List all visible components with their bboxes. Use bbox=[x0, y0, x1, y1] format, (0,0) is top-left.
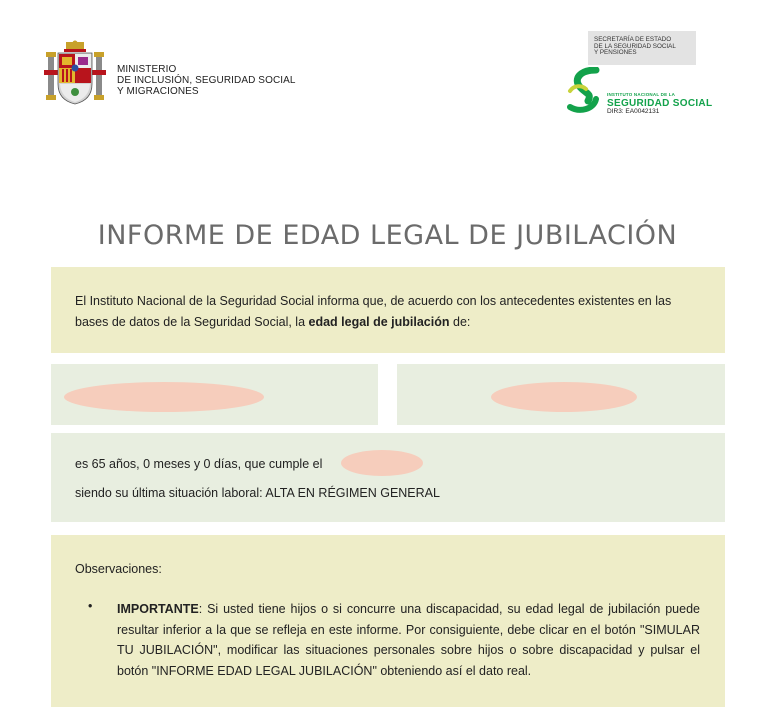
redacted-name bbox=[64, 382, 264, 412]
intro-text-end: de: bbox=[449, 315, 471, 329]
observations-title: Observaciones: bbox=[75, 562, 162, 576]
secretaria-line-3: Y PENSIONES bbox=[594, 49, 637, 57]
coat-of-arms-icon bbox=[44, 40, 106, 108]
important-label: IMPORTANTE bbox=[117, 602, 199, 616]
redacted-date bbox=[341, 450, 423, 476]
intro-text-bold: edad legal de jubilación bbox=[308, 315, 450, 329]
secretaria-box bbox=[588, 31, 696, 65]
inss-small-label: INSTITUTO NACIONAL DE LA bbox=[607, 92, 676, 97]
retirement-age-text: es 65 años, 0 meses y 0 días, que cumple el bbox=[75, 457, 323, 471]
ministry-line-2: DE INCLUSIÓN, SEGURIDAD SOCIAL bbox=[117, 75, 296, 86]
observations-text bbox=[117, 599, 700, 681]
bullet-icon: • bbox=[88, 599, 93, 613]
observations-box bbox=[51, 535, 725, 707]
intro-text-start: El Instituto Nacional de la Seguridad Social informa que, de acuerdo con los antecedentes existentes en las bases de datos de la Seguridad Social, la bbox=[75, 294, 672, 329]
secretaria-line-1: SECRETARÍA DE ESTADO bbox=[594, 36, 672, 43]
intro-text bbox=[75, 291, 705, 333]
inss-name: SEGURIDAD SOCIAL bbox=[607, 98, 713, 109]
id-box bbox=[397, 364, 725, 425]
ministry-name bbox=[117, 64, 296, 97]
redacted-id bbox=[491, 382, 637, 412]
inss-dir3-code: DIR3: EA0042131 bbox=[607, 108, 660, 115]
labor-situation-text: siendo su última situación laboral: ALTA EN RÉGIMEN GENERAL bbox=[75, 486, 440, 500]
details-box bbox=[51, 433, 725, 522]
intro-box bbox=[51, 267, 725, 353]
page-title: INFORME DE EDAD LEGAL DE JUBILACIÓN bbox=[97, 220, 678, 251]
inss-logo-icon bbox=[566, 67, 606, 115]
observations-body: : Si usted tiene hijos o si concurre una discapacidad, su edad legal de jubilación puede resultar inferior a la que se refleja en este informe. Por consiguiente, debe clicar en el botón "SIMULAR TU JUBILACIÓN", modificar las situaciones personales sobre hijos o sobre discapacidad y pulsar el botón "INFORME EDAD LEGAL JUBILACIÓN" obteniendo así el dato real. bbox=[117, 602, 700, 678]
name-box bbox=[51, 364, 378, 425]
secretaria-line-2: DE LA SEGURIDAD SOCIAL bbox=[594, 42, 676, 50]
ministry-line-3: Y MIGRACIONES bbox=[117, 86, 199, 97]
ministry-line-1: MINISTERIO bbox=[117, 64, 177, 75]
